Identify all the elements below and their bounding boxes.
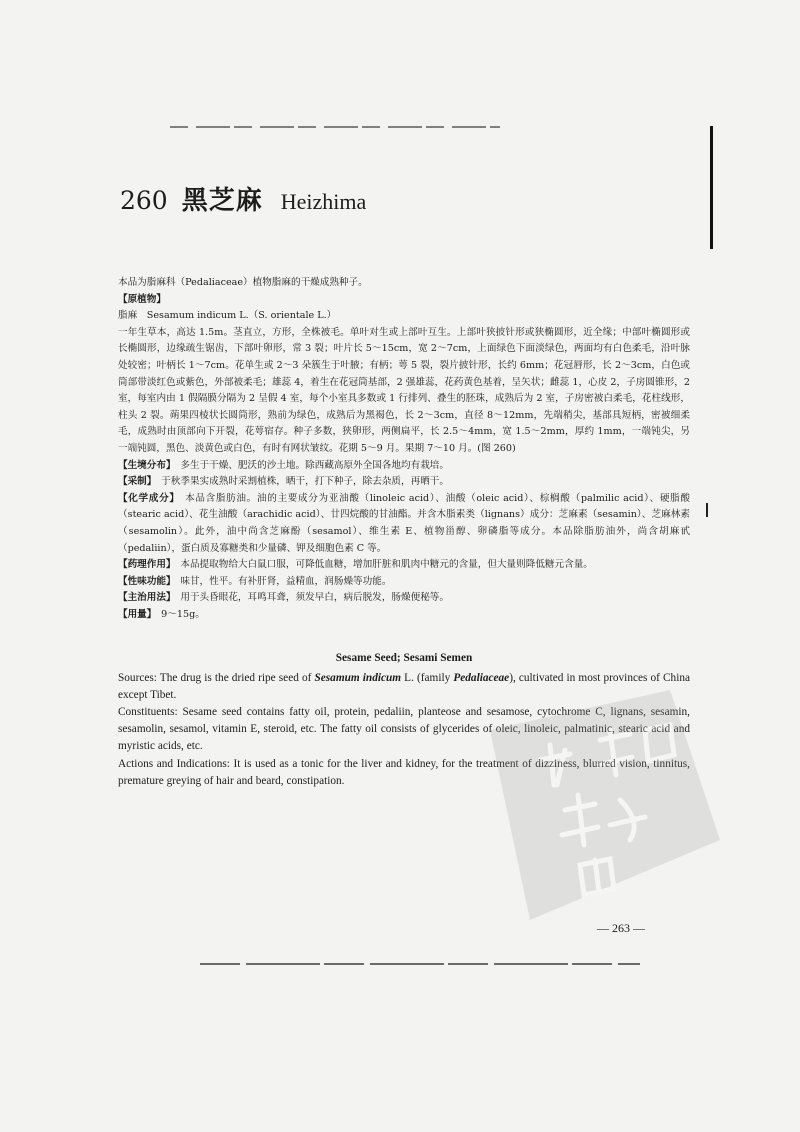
page-title [120,180,366,217]
plant-latin-name: 脂麻 Sesamum indicum L.（S. orientale L.） [118,310,337,322]
entry-title-pinyin: Heizhima [280,189,367,214]
plant-description: 一年生草本，高达 1.5m。茎直立，方形，全株被毛。单叶对生或上部叶互生。上部叶狭披针形或狭椭圆形，近全缘；中部叶椭圆形或长椭圆形，边缘疏生锯齿，下部叶卵形，常 3 裂；叶片长 5～15cm，宽 2～7cm，上面绿色下面淡绿色，两面均有白色柔毛，沿叶脉处较密；叶柄长 1～7cm。花单生或 2～3 朵簇生于叶腋；有柄；萼 5 裂，裂片披针形，长约 6mm；花冠唇形，长 2～3cm，白色或筒部带淡红色或紫色，外部被柔毛；雄蕊 4，着生在花冠筒基部，2 强雄蕊，花药黄色基着，呈矢状；雌蕊 1，心皮 2，子房圆锥形，2 室，每室内由 1 假隔膜分隔为 2 呈假 4 室，每个小室具多数或 1 行排列、叠生的胚珠，成熟后为 2 室，子房密被白柔毛，花柱线形，柱头 2 裂。蒴果四棱状长圆筒形，熟前为绿色，成熟后为黑褐色，长 2～3cm，直径 8～12mm，先端稍尖，基部具短柄，密被细柔毛，成熟时由顶部向下开裂，花萼宿存。种子多数，狭卵形，两侧扁平，长 2.5～4mm，宽 1.5～2mm，厚约 1mm，一端钝尖，另一端钝圆，黑色、淡黄色或白色，有时有网状皱纹。花期 5～9 月。果期 7～10 月。(图 260) [118,326,690,454]
section-label-indications: 【主治用法】 [118,592,171,604]
properties-text: 味甘，性平。有补肝肾，益精血，润肠燥等功能。 [170,575,392,587]
section-indications [118,590,690,607]
bottom-rule [200,963,640,965]
section-label-harvest: 【采制】 [118,476,152,488]
section-chemistry [118,491,690,557]
section-plant [118,292,690,309]
chemistry-text: 本品含脂肪油。油的主要成分为亚油酸（linoleic acid）、油酸（oleic acid）、棕榈酸（palmilic acid）、硬脂酸（stearic acid）、花生油酸（arachidic acid）、廿四烷酸的甘油酯。并含木脂素类（lignans）成分：芝麻素（sesamin）、芝麻林素（sesamolin）。此外，油中尚含芝麻酚（sesamol）、维生素 E、植物甾醇、卵磷脂等成分。本品除脂肪油外，尚含胡麻甙（pedaliin），蛋白质及寡糖类和少量磷、钾及细胞色素 C 等。 [118,492,690,554]
english-actions: Actions and Indications: It is used as a tonic for the liver and kidney, for the treatment of dizziness, blurred vision, tinnitus, premature greying of hair and beard, constipation. [118,757,690,787]
section-label-habitat: 【生境分布】 [118,459,171,471]
entry-number: 260 [120,186,168,215]
pharmacology-text: 本品提取物给大白鼠口服，可降低血糖，增加肝脏和肌肉中糖元的含量，但大量则降低糖元含量。 [170,559,593,571]
indications-text: 用于头昏眼花，耳鸣耳聋，须发早白，病后脱发，肠燥便秘等。 [170,592,449,604]
section-harvest [118,474,690,491]
dosage-text: 9～15g。 [151,608,205,620]
page-edge-mark [710,126,713,249]
margin-mark [706,503,708,517]
intro-text: 本品为脂麻科（Pedaliaceae）植物脂麻的干燥成熟种子。 [118,277,368,288]
section-label-plant: 【原植物】 [118,293,166,305]
section-properties [118,574,690,591]
sources-prefix: Sources: The drug is the dried ripe seed of [118,672,315,685]
sources-family: Pedaliaceae [453,672,510,685]
section-label-chemistry: 【化学成分】 [118,492,175,504]
entry-title-zh: 黑芝麻 [181,186,263,216]
section-label-pharmacology: 【药理作用】 [118,559,171,571]
english-constituents: Constituents: Sesame seed contains fatty oil, protein, pedaliin, planteose and sesamose, cytochrome C, lignans, sesamin, sesamolin, sesamol, vitamin E, steroid, etc. The fatty oil consists of glycerides of oleic, linoleic, palmatinic, stearic acid and myristic acids, etc. [118,706,690,753]
chinese-body [118,275,690,623]
library-stamp-watermark [470,690,720,920]
sources-suffix: ), cultivated in most provinces of China except Tibet. [118,672,690,702]
english-title: Sesame Seed; Sesami Semen [335,652,473,664]
section-pharmacology [118,557,690,574]
page-number: — 263 — [597,921,645,935]
sources-mid: L. (family [401,672,454,685]
section-dosage [118,607,690,624]
section-habitat [118,458,690,475]
top-rule [170,126,500,128]
sources-species: Sesamum indicum [314,672,402,685]
harvest-text: 于秋季果实成熟时采割植株，晒干，打下种子，除去杂质，再晒干。 [151,476,449,488]
habitat-text: 多生于干燥、肥沃的沙土地。除西藏高原外全国各地均有栽培。 [170,459,449,471]
section-label-properties: 【性味功能】 [118,575,171,587]
section-label-dosage: 【用量】 [118,608,152,620]
